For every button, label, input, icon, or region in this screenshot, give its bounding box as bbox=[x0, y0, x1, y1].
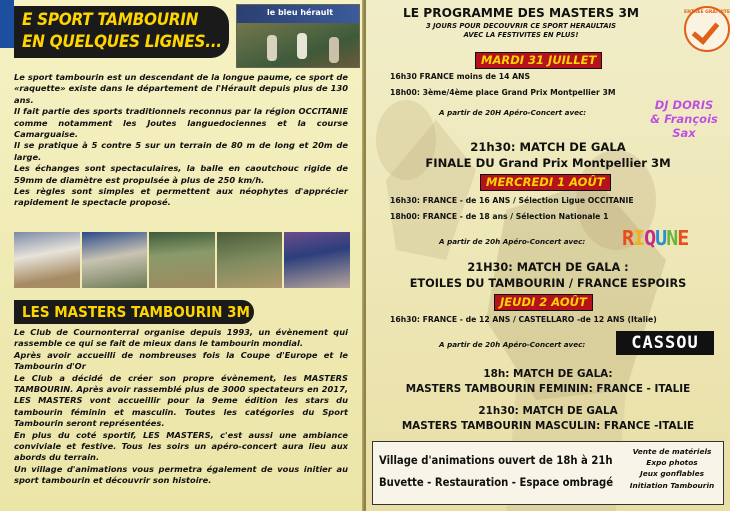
riqune-letter: Q bbox=[644, 226, 656, 250]
day-tuesday: MARDI 31 JUILLET bbox=[475, 52, 602, 69]
activity-item: Vente de matériels bbox=[632, 447, 712, 456]
checkmark-icon bbox=[692, 16, 720, 45]
riqune-letter: E bbox=[677, 226, 689, 250]
village-activities bbox=[623, 446, 721, 491]
match-photo bbox=[236, 4, 360, 68]
activity-item: Expo photos bbox=[646, 458, 698, 468]
photo-strip bbox=[14, 232, 350, 288]
village-hours: Village d'animations ouvert de 18h à 21h bbox=[379, 454, 613, 467]
riqune-letter: U bbox=[655, 226, 667, 250]
schedule-line: 16h30: FRANCE - de 12 ANS / CASTELLARO -de 12 ANS (Italie) bbox=[390, 315, 657, 324]
left-page bbox=[0, 0, 364, 511]
program-title: LE PROGRAMME DES MASTERS 3M bbox=[402, 6, 640, 20]
schedule-line: 16h30 FRANCE moins de 14 ANS bbox=[390, 72, 531, 81]
artist-riqune-logo bbox=[622, 226, 714, 252]
village-services: Buvette - Restauration - Espace ombragé bbox=[379, 476, 614, 489]
day-thursday: JEUDI 2 AOÛT bbox=[494, 294, 593, 311]
masters-title-banner bbox=[14, 300, 254, 324]
club-paragraph: Après avoir accueilli de nombreuses fois la Coupe d'Europe et le Tambourin d'Or bbox=[14, 349, 348, 372]
player-figure bbox=[329, 37, 339, 63]
apero-line: A partir de 20H Apéro-Concert avec: bbox=[439, 108, 587, 117]
activity-item: Jeux gonflables bbox=[639, 469, 705, 479]
gala-heading: ETOILES DU TAMBOURIN / FRANCE ESPOIRS bbox=[409, 277, 687, 290]
club-paragraph: En plus du coté sportif, LES MASTERS, c'est aussi une ambiance conviviale et festive. Tous les soirs un apéro-concert aura lieu aux abords du terrain. bbox=[14, 429, 348, 463]
village-box bbox=[372, 441, 724, 505]
club-text bbox=[14, 327, 348, 487]
apero-line: A partir de 20h Apéro-Concert avec: bbox=[439, 340, 586, 349]
schedule-line: 16h30: FRANCE - de 16 ANS / Sélection Ligue OCCITANIE bbox=[390, 196, 634, 205]
riqune-letter: R bbox=[622, 226, 634, 250]
badge-label: ENTRÉE GRATUITE bbox=[684, 10, 730, 15]
player-figure bbox=[267, 35, 277, 61]
apero-line: A partir de 20h Apéro-Concert avec: bbox=[439, 237, 586, 246]
sport-title-line2: EN QUELQUES LIGNES... bbox=[22, 32, 222, 52]
gala-heading: 21h30: MATCH DE GALA bbox=[478, 405, 618, 417]
schedule-line: 18h00: 3ème/4ème place Grand Prix Montpellier 3M bbox=[390, 88, 616, 97]
corner-decoration bbox=[0, 0, 14, 48]
strip-photo bbox=[82, 232, 148, 288]
schedule-line: 18h00: FRANCE - de 18 ans / Sélection Nationale 1 bbox=[390, 212, 609, 221]
sport-title-line1: E SPORT TAMBOURIN bbox=[22, 10, 199, 30]
strip-photo bbox=[14, 232, 80, 288]
club-paragraph: Le Club a décidé de créer son propre évènement, les MASTERS TAMBOURIN. Après avoir rassemblé plus de 3000 spectateurs en 2017, LES MASTERS vont accueillir pour la 9eme édition les stars du tambourin féminin et masculin. Toutes les catégories du Sport Tambourin seront représentées. bbox=[14, 372, 348, 429]
gala-heading: FINALE DU Grand Prix Montpellier 3M bbox=[425, 156, 671, 170]
right-page bbox=[366, 0, 730, 511]
activity-item: Initiation Tambourin bbox=[629, 480, 715, 490]
intro-paragraph: Les échanges sont spectaculaires, la balle en caoutchouc rigide de 59mm de diamètre est propulsée à plus de 250 km/h. bbox=[14, 163, 348, 185]
sport-title-banner bbox=[14, 6, 229, 58]
subtitle-line: 3 JOURS POUR DECOUVRIR CE SPORT HERAULTAIS bbox=[425, 22, 617, 30]
photo-caption: le bleu hérault bbox=[267, 8, 334, 17]
day-wednesday: MERCREDI 1 AOÛT bbox=[480, 174, 611, 191]
artist-name: & François Sax bbox=[650, 112, 718, 140]
gala-heading: 21H30: MATCH DE GALA : bbox=[467, 261, 629, 274]
gala-heading: 21h30: MATCH DE GALA bbox=[470, 140, 626, 154]
strip-photo bbox=[149, 232, 215, 288]
strip-photo bbox=[284, 232, 350, 288]
gala-heading: 18h: MATCH DE GALA: bbox=[483, 368, 613, 380]
gala-heading: MASTERS TAMBOURIN MASCULIN: FRANCE -ITALIE bbox=[401, 420, 695, 432]
intro-paragraph: Les règles sont simples et permettent aux néophytes d'apprécier rapidement le spectacle proposé. bbox=[14, 186, 348, 208]
free-entry-badge bbox=[684, 6, 730, 52]
intro-paragraph: Il se pratique à 5 contre 5 sur un terrain de 80 m de long et 20m de large. bbox=[14, 140, 348, 162]
player-figure bbox=[297, 33, 307, 59]
intro-paragraph: Il fait partie des sports traditionnels reconnus par la région OCCITANIE comme notamment les Joutes languedociennes et la course Camarguaise. bbox=[14, 106, 348, 140]
photo-banner bbox=[237, 5, 359, 23]
riqune-letter: N bbox=[666, 226, 678, 250]
club-paragraph: Un village d'animations vous permetra également de vous initier au sport tambourin et découvrir son histoire. bbox=[14, 463, 348, 486]
artist-dj-doris bbox=[638, 98, 730, 140]
subtitle-line: AVEC LA FESTIVITES EN PLUS! bbox=[463, 30, 579, 39]
program-subtitle bbox=[366, 22, 676, 39]
riqune-letter: I bbox=[633, 226, 645, 250]
intro-paragraph: Le sport tambourin est un descendant de la longue paume, ce sport de «raquette» existe dans le département de l'Hérault depuis plus de 130 ans. bbox=[14, 72, 348, 105]
strip-photo bbox=[217, 232, 283, 288]
gala-heading: MASTERS TAMBOURIN FEMININ: FRANCE - ITALIE bbox=[405, 383, 691, 395]
artist-name: DJ DORIS bbox=[654, 98, 714, 112]
club-paragraph: Le Club de Cournonterral organise depuis 1993, un évènement qui rassemble ce qui se fait de mieux dans le tambourin mondial. bbox=[14, 327, 348, 349]
masters-title: LES MASTERS TAMBOURIN 3M bbox=[22, 303, 250, 321]
intro-text bbox=[14, 72, 348, 209]
artist-cassou-logo: CASSOU bbox=[616, 331, 714, 355]
